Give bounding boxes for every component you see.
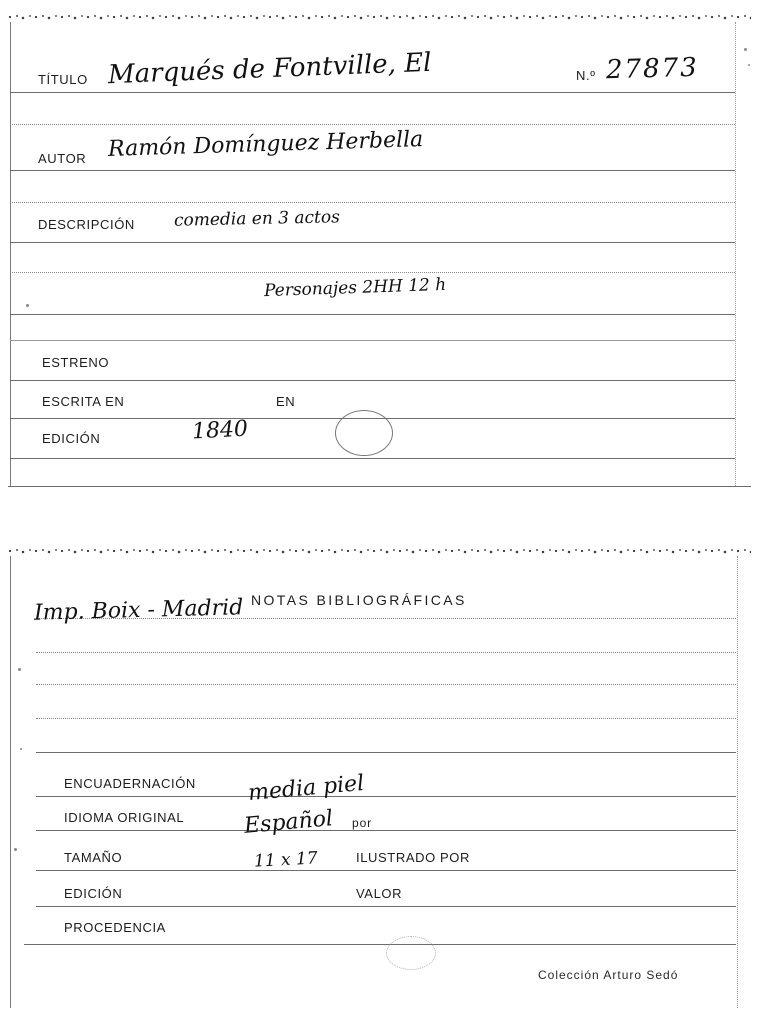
rule-back-5 xyxy=(36,752,736,753)
scan-speck xyxy=(744,48,747,51)
rule-encuadernacion xyxy=(36,796,736,797)
label-valor: VALOR xyxy=(356,886,403,901)
rule-personajes-top xyxy=(10,272,735,273)
label-descripcion: DESCRIPCIÓN xyxy=(38,217,135,232)
rule-back-3 xyxy=(36,684,736,685)
value-idioma-original: Español xyxy=(243,806,334,839)
card-back-left-frame xyxy=(10,556,11,1008)
rule-edicion xyxy=(10,458,735,459)
scan-speck xyxy=(20,748,22,750)
label-procedencia: PROCEDENCIA xyxy=(64,920,166,935)
scan-speck xyxy=(18,668,21,671)
label-numero: N.º xyxy=(576,68,596,83)
scan-speck xyxy=(26,304,29,307)
value-numero: 27873 xyxy=(605,52,700,86)
collection-footer: Colección Arturo Sedó xyxy=(538,968,679,982)
label-idioma-original: IDIOMA ORIGINAL xyxy=(64,810,185,825)
rule-autor xyxy=(10,170,735,171)
card-top-edge-speckle xyxy=(8,14,751,21)
value-titulo: Marqués de Fontville, El xyxy=(107,47,433,91)
label-edicion: EDICIÓN xyxy=(42,431,101,446)
label-autor: AUTOR xyxy=(38,151,87,166)
value-personajes: Personajes 2HH 12 h xyxy=(263,274,447,302)
label-titulo: TÍTULO xyxy=(38,72,88,87)
scan-speck xyxy=(14,848,17,851)
value-descripcion: comedia en 3 actos xyxy=(173,207,341,231)
rule-titulo xyxy=(10,92,735,93)
rule-autor-top xyxy=(10,124,735,125)
label-en: EN xyxy=(276,394,296,409)
rule-personajes xyxy=(10,314,735,315)
catalog-card-front xyxy=(8,14,751,490)
rule-estreno xyxy=(10,380,735,381)
label-escrita-en: ESCRITA EN xyxy=(42,394,125,409)
label-edicion-back: EDICIÓN xyxy=(64,886,123,901)
stamp-circle-front xyxy=(335,410,393,456)
label-estreno: ESTRENO xyxy=(42,355,110,370)
rule-descripcion-top xyxy=(10,202,735,203)
card-front-right-frame xyxy=(735,22,736,486)
scan-speck xyxy=(748,64,750,66)
rule-back-2 xyxy=(36,652,736,653)
card-back-top-edge-speckle xyxy=(8,548,751,555)
header-notas-bibliograficas: NOTAS BIBLIOGRÁFICAS xyxy=(251,592,467,608)
stamp-circle-back xyxy=(386,936,436,970)
rule-edicion-back xyxy=(36,906,736,907)
card-front-bottom-frame xyxy=(8,486,751,487)
label-ilustrado-por: ILUSTRADO POR xyxy=(356,850,470,865)
label-encuadernacion: ENCUADERNACIÓN xyxy=(64,776,196,791)
value-edicion-front: 1840 xyxy=(191,416,249,445)
label-tamano: TAMAÑO xyxy=(64,850,123,865)
value-tamano: 11 x 17 xyxy=(253,848,319,872)
rule-descripcion xyxy=(10,242,735,243)
rule-blank-1 xyxy=(10,340,735,341)
value-autor: Ramón Domínguez Herbella xyxy=(107,127,424,162)
catalog-card-back xyxy=(8,548,751,1012)
value-notas: Imp. Boix - Madrid xyxy=(33,595,244,626)
rule-idioma xyxy=(36,830,736,831)
rule-tamano xyxy=(36,870,736,871)
rule-back-4 xyxy=(36,718,736,719)
card-back-right-frame xyxy=(737,556,738,1008)
rule-procedencia xyxy=(24,944,736,945)
label-por: por xyxy=(352,816,373,830)
value-encuadernacion: media piel xyxy=(247,770,366,807)
